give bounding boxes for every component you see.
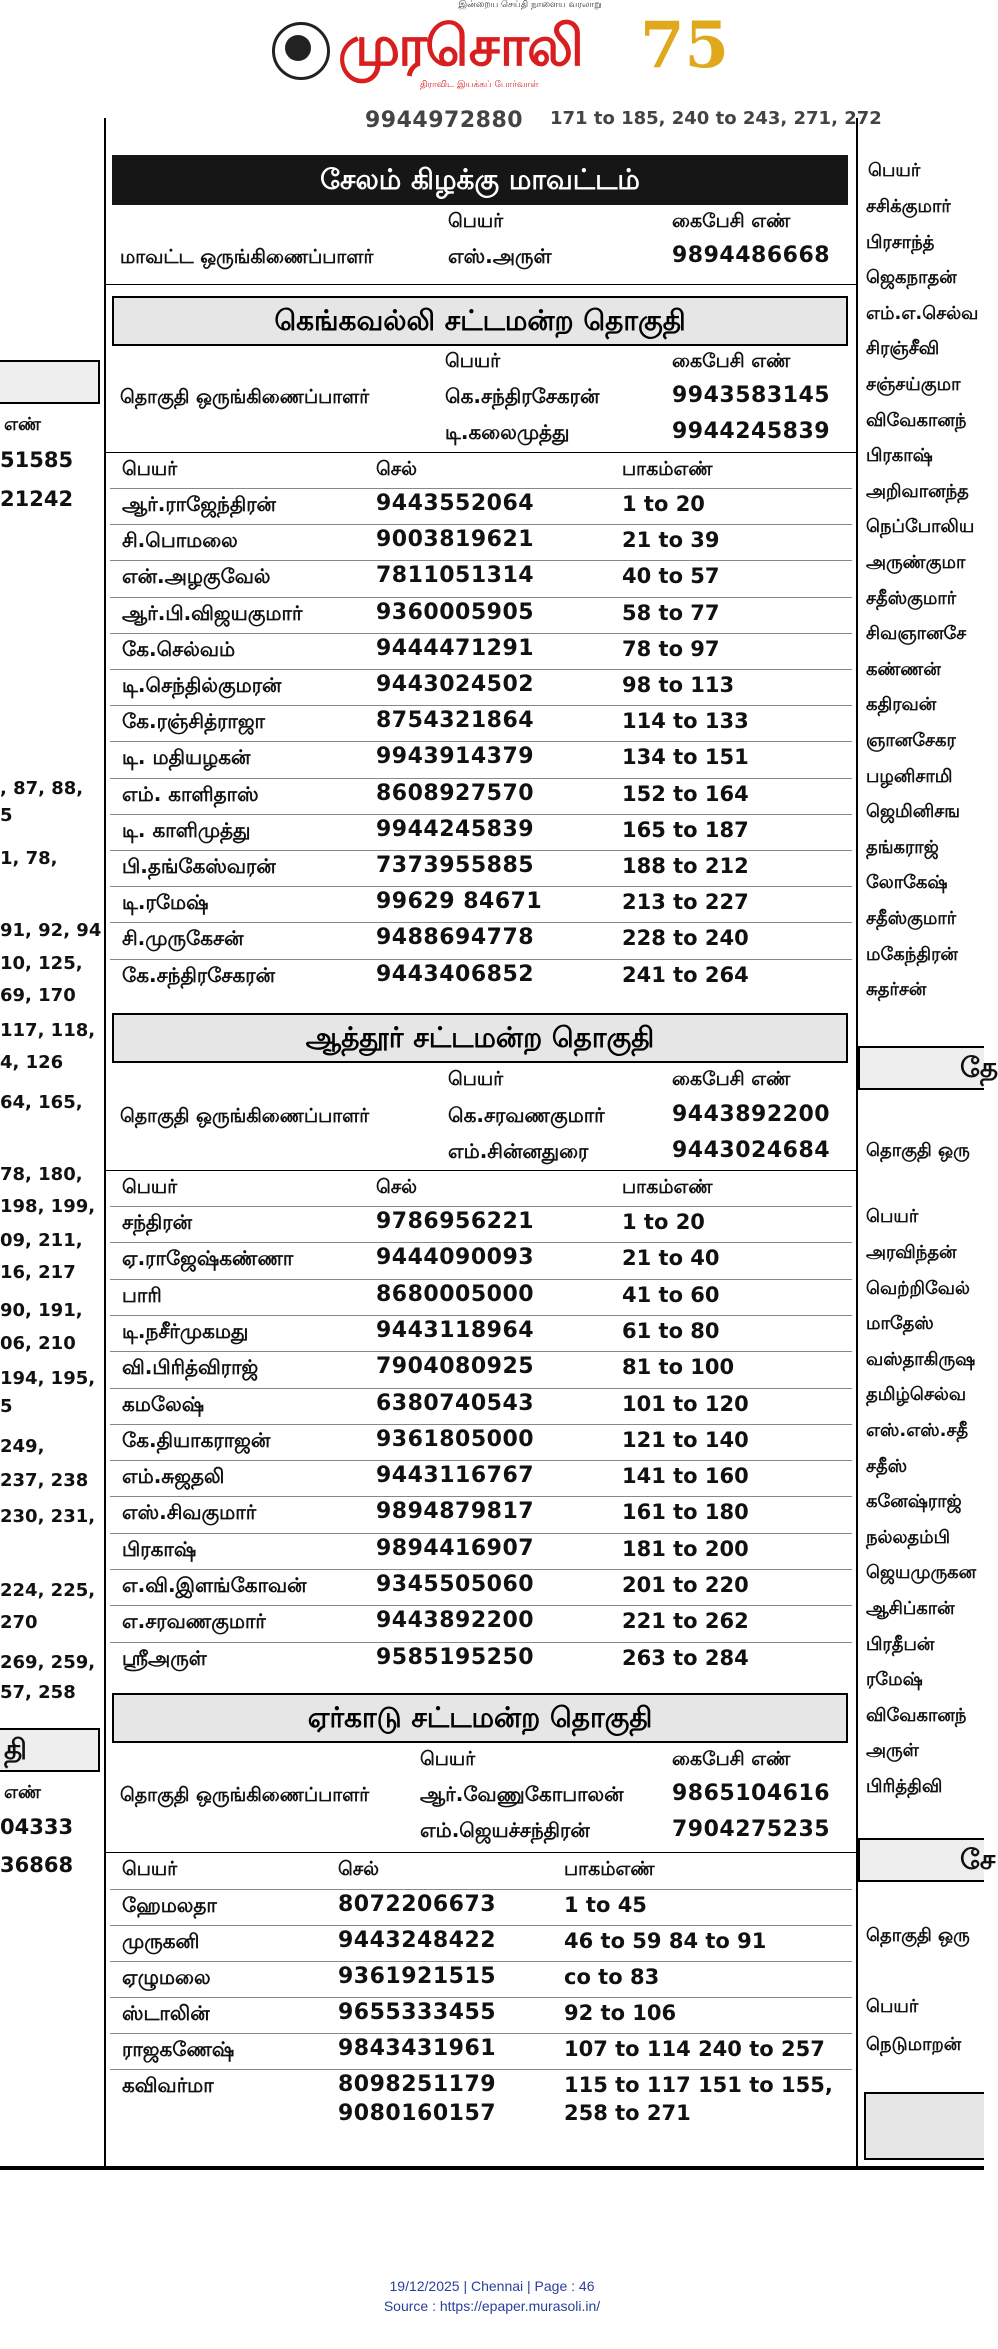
row-range: 107 to 114 240 to 257 xyxy=(564,2037,825,2061)
left-band-fragment: தி xyxy=(0,1728,100,1772)
left-header-fragment: எண் xyxy=(4,1782,41,1803)
row-name: எம். காளிதாஸ் xyxy=(122,781,259,806)
row-divider xyxy=(110,959,852,960)
row-name: டி.நசீர்முகமது xyxy=(122,1318,249,1343)
row-range: 165 to 187 xyxy=(622,817,749,842)
district-title: சேலம் கிழக்கு மாவட்டம் xyxy=(112,155,848,205)
right-name: எம்.எ.செல்வ xyxy=(866,302,979,324)
right-name: அரவிந்தன் xyxy=(866,1242,957,1263)
row-divider xyxy=(110,1279,852,1280)
right-name: ஜெகநாதன் xyxy=(866,267,957,289)
row-phone: 7904080925 xyxy=(376,1354,535,1380)
row-name: ஏழுமலை xyxy=(122,1965,211,1989)
col-phone-header: கைபேசி எண் xyxy=(672,1748,791,1770)
left-range-fragment: 78, 180, xyxy=(0,1164,83,1185)
row-range: 78 to 97 xyxy=(622,636,720,661)
right-name: மாதேஸ் xyxy=(866,1313,934,1335)
coordinator-name: டி.கலைமுத்து xyxy=(445,420,570,444)
right-name: தமிழ்செல்வ xyxy=(866,1384,967,1406)
table-header-range: பாகம்எண் xyxy=(622,458,713,480)
coordinator-name: ஆர்.வேணுகோபாலன் xyxy=(420,1782,624,1806)
left-phone-fragment: 51585 xyxy=(0,448,74,472)
row-range: 263 to 284 xyxy=(622,1645,749,1670)
row-name: எ.வி.இளங்கோவன் xyxy=(122,1573,307,1597)
role-label: தொகுதி ஒருங்கிணைப்பாளர் xyxy=(120,1105,370,1127)
table-header-phone: செல் xyxy=(376,458,418,480)
left-range-fragment: 269, 259, xyxy=(0,1652,96,1673)
left-range-fragment: 117, 118, xyxy=(0,1020,96,1041)
row-phone: 9080160157 xyxy=(338,2101,497,2126)
row-name: டி.செந்தில்குமரன் xyxy=(122,673,282,697)
row-divider xyxy=(110,1351,852,1352)
row-name: கே.சந்திரசேகரன் xyxy=(122,962,276,987)
coordinator-phone: 9944245839 xyxy=(672,419,831,444)
left-range-fragment: 91, 92, 94 xyxy=(0,920,102,941)
row-phone: 9361921515 xyxy=(338,1964,497,1989)
row-divider xyxy=(110,1569,852,1570)
row-name: பிரகாஷ் xyxy=(122,1536,197,1561)
row-divider xyxy=(110,1533,852,1534)
right-name: சதீஸ் xyxy=(866,1455,908,1477)
row-phone: 9444471291 xyxy=(376,635,535,661)
right-name: கதிரவன் xyxy=(866,694,937,716)
left-range-fragment: 16, 217 xyxy=(0,1262,76,1283)
row-phone: 9444090093 xyxy=(376,1245,535,1271)
row-name: ஸ்ரீஅருள் xyxy=(122,1645,207,1670)
coordinator-name: கெ.சரவணகுமார் xyxy=(448,1103,605,1127)
row-phone: 9894879817 xyxy=(376,1499,535,1525)
left-phone-fragment: 36868 xyxy=(0,1853,74,1877)
coordinator-phone: 9894486668 xyxy=(672,243,831,268)
row-range: 161 to 180 xyxy=(622,1500,749,1525)
row-name: டி. காளிமுத்து xyxy=(122,817,251,842)
row-phone: 7373955885 xyxy=(376,853,535,878)
right-role-fragment: தொகுதி ஒரு xyxy=(866,1140,970,1161)
row-range: 134 to 151 xyxy=(622,745,749,770)
partial-ranges: 171 to 185, 240 to 243, 271, 272 xyxy=(550,108,882,129)
masthead-subtitle: திராவிட இயக்கப் போர்வாள் xyxy=(420,80,539,90)
right-name: பழனிசாமி xyxy=(866,765,953,787)
right-name: சதீஸ்குமார் xyxy=(866,587,957,609)
row-divider xyxy=(110,814,852,815)
right-name: பிரசாந்த் xyxy=(866,231,935,253)
row-divider xyxy=(110,922,852,923)
right-name: ரமேஷ் xyxy=(866,1669,923,1691)
left-range-fragment: 10, 125, xyxy=(0,953,83,974)
row-name: எஸ்.சிவகுமார் xyxy=(122,1500,257,1525)
anniversary-logo: 75 xyxy=(640,8,730,83)
col-name-header: பெயர் xyxy=(448,210,504,232)
left-range-fragment: 5 xyxy=(0,805,13,826)
row-name: கவிவர்மா xyxy=(122,2073,214,2097)
row-range: 41 to 60 xyxy=(622,1282,720,1307)
table-header-phone: செல் xyxy=(376,1176,418,1198)
right-name: சசிக்குமார் xyxy=(866,196,951,217)
left-range-fragment: 09, 211, xyxy=(0,1230,83,1251)
constituency-title-yercaud: ஏர்காடு சட்டமன்ற தொகுதி xyxy=(112,1693,848,1743)
row-name: பி.தங்கேஸ்வரன் xyxy=(122,854,276,878)
row-phone: 9488694778 xyxy=(376,925,535,951)
table-header-range: பாகம்எண் xyxy=(564,1858,655,1880)
left-range-fragment: 230, 231, xyxy=(0,1506,96,1527)
row-name: முருகனி xyxy=(122,1929,200,1953)
left-range-fragment: 270 xyxy=(0,1612,38,1633)
row-divider xyxy=(110,2033,852,2034)
coordinator-phone: 9865104616 xyxy=(672,1781,831,1806)
footer-source-link[interactable]: Source : https://epaper.murasoli.in/ xyxy=(383,2298,601,2314)
left-range-fragment: 198, 199, xyxy=(0,1196,96,1217)
coordinator-phone: 9443024684 xyxy=(672,1138,831,1163)
row-range: 58 to 77 xyxy=(622,600,720,625)
row-range: 21 to 39 xyxy=(622,528,720,553)
role-label: தொகுதி ஒருங்கிணைப்பாளர் xyxy=(120,1784,370,1806)
table-header-phone: செல் xyxy=(338,1858,380,1880)
row-phone: 9655333455 xyxy=(338,2000,497,2025)
row-range: 121 to 140 xyxy=(622,1427,749,1452)
row-name: வி.பிரித்விராஜ் xyxy=(122,1355,259,1380)
left-range-fragment: 194, 195, xyxy=(0,1368,96,1389)
coordinator-phone: 7904275235 xyxy=(672,1817,831,1842)
row-name: என்.அழகுவேல் xyxy=(122,564,271,589)
row-name: எம்.சுஜதலி xyxy=(122,1464,225,1489)
coordinator-name: கெ.சந்திரசேகரன் xyxy=(445,384,600,408)
constituency-title-gangavalli: கெங்கவல்லி சட்டமன்ற தொகுதி xyxy=(112,296,848,346)
left-range-fragment: , 87, 88, xyxy=(0,778,84,799)
coordinator-phone: 9443892200 xyxy=(672,1102,831,1127)
left-phone-fragment: 04333 xyxy=(0,1815,74,1839)
row-name: ஸ்டாலின் xyxy=(122,2001,210,2025)
right-name: ஆசிப்கான் xyxy=(866,1598,955,1619)
row-phone: 9443248422 xyxy=(338,1928,497,1953)
row-divider xyxy=(110,1496,852,1497)
row-divider xyxy=(110,705,852,706)
role-label: தொகுதி ஒருங்கிணைப்பாளர் xyxy=(120,386,370,408)
row-phone: 9585195250 xyxy=(376,1644,535,1670)
masthead-tagline: இன்றைய செய்தி நாளைய வரலாறு xyxy=(458,0,602,10)
row-divider xyxy=(110,1388,852,1389)
right-name: அறிவானந்த xyxy=(866,480,969,502)
row-divider xyxy=(110,1925,852,1926)
right-name: கனேஷ்ராஜ் xyxy=(866,1491,962,1513)
row-phone: 9443024502 xyxy=(376,672,535,697)
row-name: கே.ரஞ்சித்ராஜா xyxy=(122,709,266,734)
row-phone: 9361805000 xyxy=(376,1426,535,1452)
row-divider xyxy=(110,1889,852,1890)
row-range: 213 to 227 xyxy=(622,890,749,915)
row-range: 181 to 200 xyxy=(622,1536,749,1561)
right-name: சிவஞானசே xyxy=(866,623,967,645)
row-divider xyxy=(110,1605,852,1606)
right-name: சுதர்சன் xyxy=(866,979,927,1001)
right-name: நெடுமாறன் xyxy=(866,2034,962,2055)
row-divider xyxy=(110,1206,852,1207)
left-range-fragment: 4, 126 xyxy=(0,1052,64,1073)
table-header-range: பாகம்எண் xyxy=(622,1176,713,1198)
row-phone: 9894416907 xyxy=(376,1535,535,1561)
right-name: சஞ்சய்குமா xyxy=(866,374,961,395)
right-name: சிரஞ்சீவி xyxy=(866,338,940,360)
col-phone-header: கைபேசி எண் xyxy=(672,210,791,232)
row-phone: 9443552064 xyxy=(376,491,535,516)
row-range: 188 to 212 xyxy=(622,854,749,878)
row-name: கே.தியாகராஜன் xyxy=(122,1427,271,1452)
row-divider xyxy=(110,2069,852,2070)
row-range: 101 to 120 xyxy=(622,1391,749,1416)
row-divider xyxy=(110,1997,852,1998)
row-range: 258 to 271 xyxy=(564,2101,691,2125)
row-phone: 8680005000 xyxy=(376,1281,535,1307)
row-divider xyxy=(110,1424,852,1425)
row-range: 1 to 20 xyxy=(622,492,705,516)
row-name: ஆர்.பி.விஜயகுமார் xyxy=(122,600,303,625)
row-divider xyxy=(110,1315,852,1316)
right-header: பெயர் xyxy=(866,1206,919,1227)
row-range: 1 to 45 xyxy=(564,1893,647,1917)
row-divider xyxy=(110,633,852,634)
right-name: அருள் xyxy=(866,1740,919,1762)
row-name: கே.செல்வம் xyxy=(122,636,236,661)
left-range-fragment: 06, 210 xyxy=(0,1333,76,1354)
right-name: எஸ்.எஸ்.சதீ xyxy=(866,1420,969,1441)
left-range-fragment: 224, 225, xyxy=(0,1580,96,1601)
row-phone: 9443406852 xyxy=(376,961,535,987)
left-range-fragment: 249, xyxy=(0,1436,45,1457)
row-range: 40 to 57 xyxy=(622,564,720,589)
row-range: 228 to 240 xyxy=(622,926,749,951)
row-phone: 9003819621 xyxy=(376,527,535,553)
row-phone: 7811051314 xyxy=(376,563,535,589)
right-band-fragment: சே xyxy=(858,1838,984,1882)
left-band-fragment-top xyxy=(0,360,100,404)
row-range: 115 to 117 151 to 155, xyxy=(564,2073,833,2097)
col-name-header: பெயர் xyxy=(445,350,501,372)
row-range: 81 to 100 xyxy=(622,1355,735,1380)
right-header: பெயர் xyxy=(866,1996,919,2017)
left-range-fragment: 69, 170 xyxy=(0,985,76,1006)
row-name: சந்திரன் xyxy=(122,1210,193,1234)
left-range-fragment: 64, 165, xyxy=(0,1092,83,1113)
coordinator-name: எம்.சின்னதுரை xyxy=(448,1139,589,1163)
table-header-name: பெயர் xyxy=(122,1176,178,1198)
right-name: சதீஸ்குமார் xyxy=(866,908,957,929)
masthead-title: முரசொலி xyxy=(338,14,582,79)
row-phone: 9786956221 xyxy=(376,1209,535,1234)
row-phone: 9943914379 xyxy=(376,744,535,770)
right-name: ஜெயமுருகன xyxy=(866,1562,977,1584)
row-range: 221 to 262 xyxy=(622,1609,749,1634)
row-divider xyxy=(110,669,852,670)
row-range: 61 to 80 xyxy=(622,1318,720,1343)
right-box-fragment xyxy=(864,2092,984,2160)
row-divider xyxy=(110,524,852,525)
row-range: 141 to 160 xyxy=(622,1464,749,1489)
row-divider xyxy=(110,1642,852,1643)
col-name-header: பெயர் xyxy=(448,1068,504,1090)
table-header-name: பெயர் xyxy=(122,458,178,480)
row-range: 98 to 113 xyxy=(622,673,735,697)
row-divider xyxy=(110,850,852,851)
row-divider xyxy=(110,488,852,489)
col-name-header: பெயர் xyxy=(420,1748,476,1770)
row-phone: 9843431961 xyxy=(338,2036,497,2061)
row-phone: 9443892200 xyxy=(376,1608,535,1634)
right-name: பிரகாஷ் xyxy=(866,445,933,467)
row-range: 92 to 106 xyxy=(564,2001,677,2025)
right-name: அருண்குமா xyxy=(866,552,966,573)
row-divider xyxy=(110,1961,852,1962)
col-phone-header: கைபேசி எண் xyxy=(672,350,791,372)
row-range: 241 to 264 xyxy=(622,962,749,987)
row-phone: 6380740543 xyxy=(376,1390,535,1416)
row-name: ஹேமலதா xyxy=(122,1893,217,1917)
right-name: நெப்போலிய xyxy=(866,516,975,538)
col-phone-header: கைபேசி எண் xyxy=(672,1068,791,1090)
right-name: நல்லதம்பி xyxy=(866,1526,951,1548)
row-name: சி.பொமலை xyxy=(122,528,238,553)
row-name: எ.சரவணகுமார் xyxy=(122,1609,266,1634)
partial-phone: 9944972880 xyxy=(365,108,524,133)
row-phone: 8754321864 xyxy=(376,708,535,734)
row-name: பாரி xyxy=(122,1282,162,1307)
row-range: 201 to 220 xyxy=(622,1573,749,1597)
right-name: ஞானசேகர xyxy=(866,730,956,751)
role-label: மாவட்ட ஒருங்கிணைப்பாளர் xyxy=(120,246,374,268)
right-name: கண்ணன் xyxy=(866,658,941,680)
coordinator-name: எம்.ஜெயச்சந்திரன் xyxy=(420,1818,590,1842)
row-phone: 8608927570 xyxy=(376,780,535,806)
row-name: டி. மதியழகன் xyxy=(122,745,251,770)
row-name: ராஜகணேஷ் xyxy=(122,2037,235,2061)
right-header: பெயர் xyxy=(868,160,921,181)
table-header-name: பெயர் xyxy=(122,1858,178,1880)
constituency-title-attur: ஆத்தூர் சட்டமன்ற தொகுதி xyxy=(112,1013,848,1063)
row-phone: 9360005905 xyxy=(376,599,535,625)
right-name: பிரதீபன் xyxy=(866,1633,935,1655)
row-range: 46 to 59 84 to 91 xyxy=(564,1929,767,1953)
row-phone: 9944245839 xyxy=(376,816,535,842)
right-name: லோகேஷ் xyxy=(866,872,948,894)
row-phone: 9443116767 xyxy=(376,1463,535,1489)
left-range-fragment: 237, 238 xyxy=(0,1470,89,1491)
right-name: வெற்றிவேல் xyxy=(866,1277,970,1299)
row-name: டி.ரமேஷ் xyxy=(122,890,209,915)
row-range: co to 83 xyxy=(564,1965,660,1989)
right-name: ஜெமினிசங xyxy=(866,801,961,823)
row-phone: 9345505060 xyxy=(376,1572,535,1597)
row-divider xyxy=(110,886,852,887)
right-name: மகேந்திரன் xyxy=(866,943,958,965)
row-divider xyxy=(110,778,852,779)
left-range-fragment: 57, 258 xyxy=(0,1682,76,1703)
footer-date-line: 19/12/2025 | Chennai | Page : 46 xyxy=(389,2278,595,2294)
row-name: கமலேஷ் xyxy=(122,1391,205,1416)
left-phone-fragment: 21242 xyxy=(0,487,74,511)
coordinator-phone: 9943583145 xyxy=(672,383,831,408)
right-role-fragment: தொகுதி ஒரு xyxy=(866,1925,970,1946)
row-divider xyxy=(110,741,852,742)
row-divider xyxy=(110,1460,852,1461)
row-phone: 99629 84671 xyxy=(376,889,543,915)
right-name: தங்கராஜ் xyxy=(866,836,939,858)
row-range: 152 to 164 xyxy=(622,781,749,806)
row-divider xyxy=(110,560,852,561)
row-divider xyxy=(110,1242,852,1243)
row-phone: 8072206673 xyxy=(338,1892,497,1917)
row-range: 114 to 133 xyxy=(622,709,749,734)
row-range: 21 to 40 xyxy=(622,1246,720,1271)
row-range: 1 to 20 xyxy=(622,1210,705,1234)
right-name: விவேகானந் xyxy=(866,409,967,431)
right-band-fragment: தே xyxy=(858,1046,984,1090)
row-phone: 8098251179 xyxy=(338,2072,497,2097)
left-range-fragment: 90, 191, xyxy=(0,1300,83,1321)
left-range-fragment: 5 xyxy=(0,1396,13,1417)
left-range-fragment: 1, 78, xyxy=(0,848,58,869)
row-divider xyxy=(110,597,852,598)
row-name: ஆர்.ராஜேந்திரன் xyxy=(122,492,276,516)
row-name: சி.முருகேசன் xyxy=(122,926,244,951)
coordinator-name: எஸ்.அருள் xyxy=(448,244,552,268)
left-header-fragment: எண் xyxy=(4,414,41,435)
right-name: விவேகானந் xyxy=(866,1704,967,1726)
right-name: பிரித்திவி xyxy=(866,1776,943,1797)
row-phone: 9443118964 xyxy=(376,1317,535,1343)
row-name: ஏ.ராஜேஷ்கண்ணா xyxy=(122,1246,294,1271)
right-name: வஸ்தாகிருஷ xyxy=(866,1348,976,1370)
